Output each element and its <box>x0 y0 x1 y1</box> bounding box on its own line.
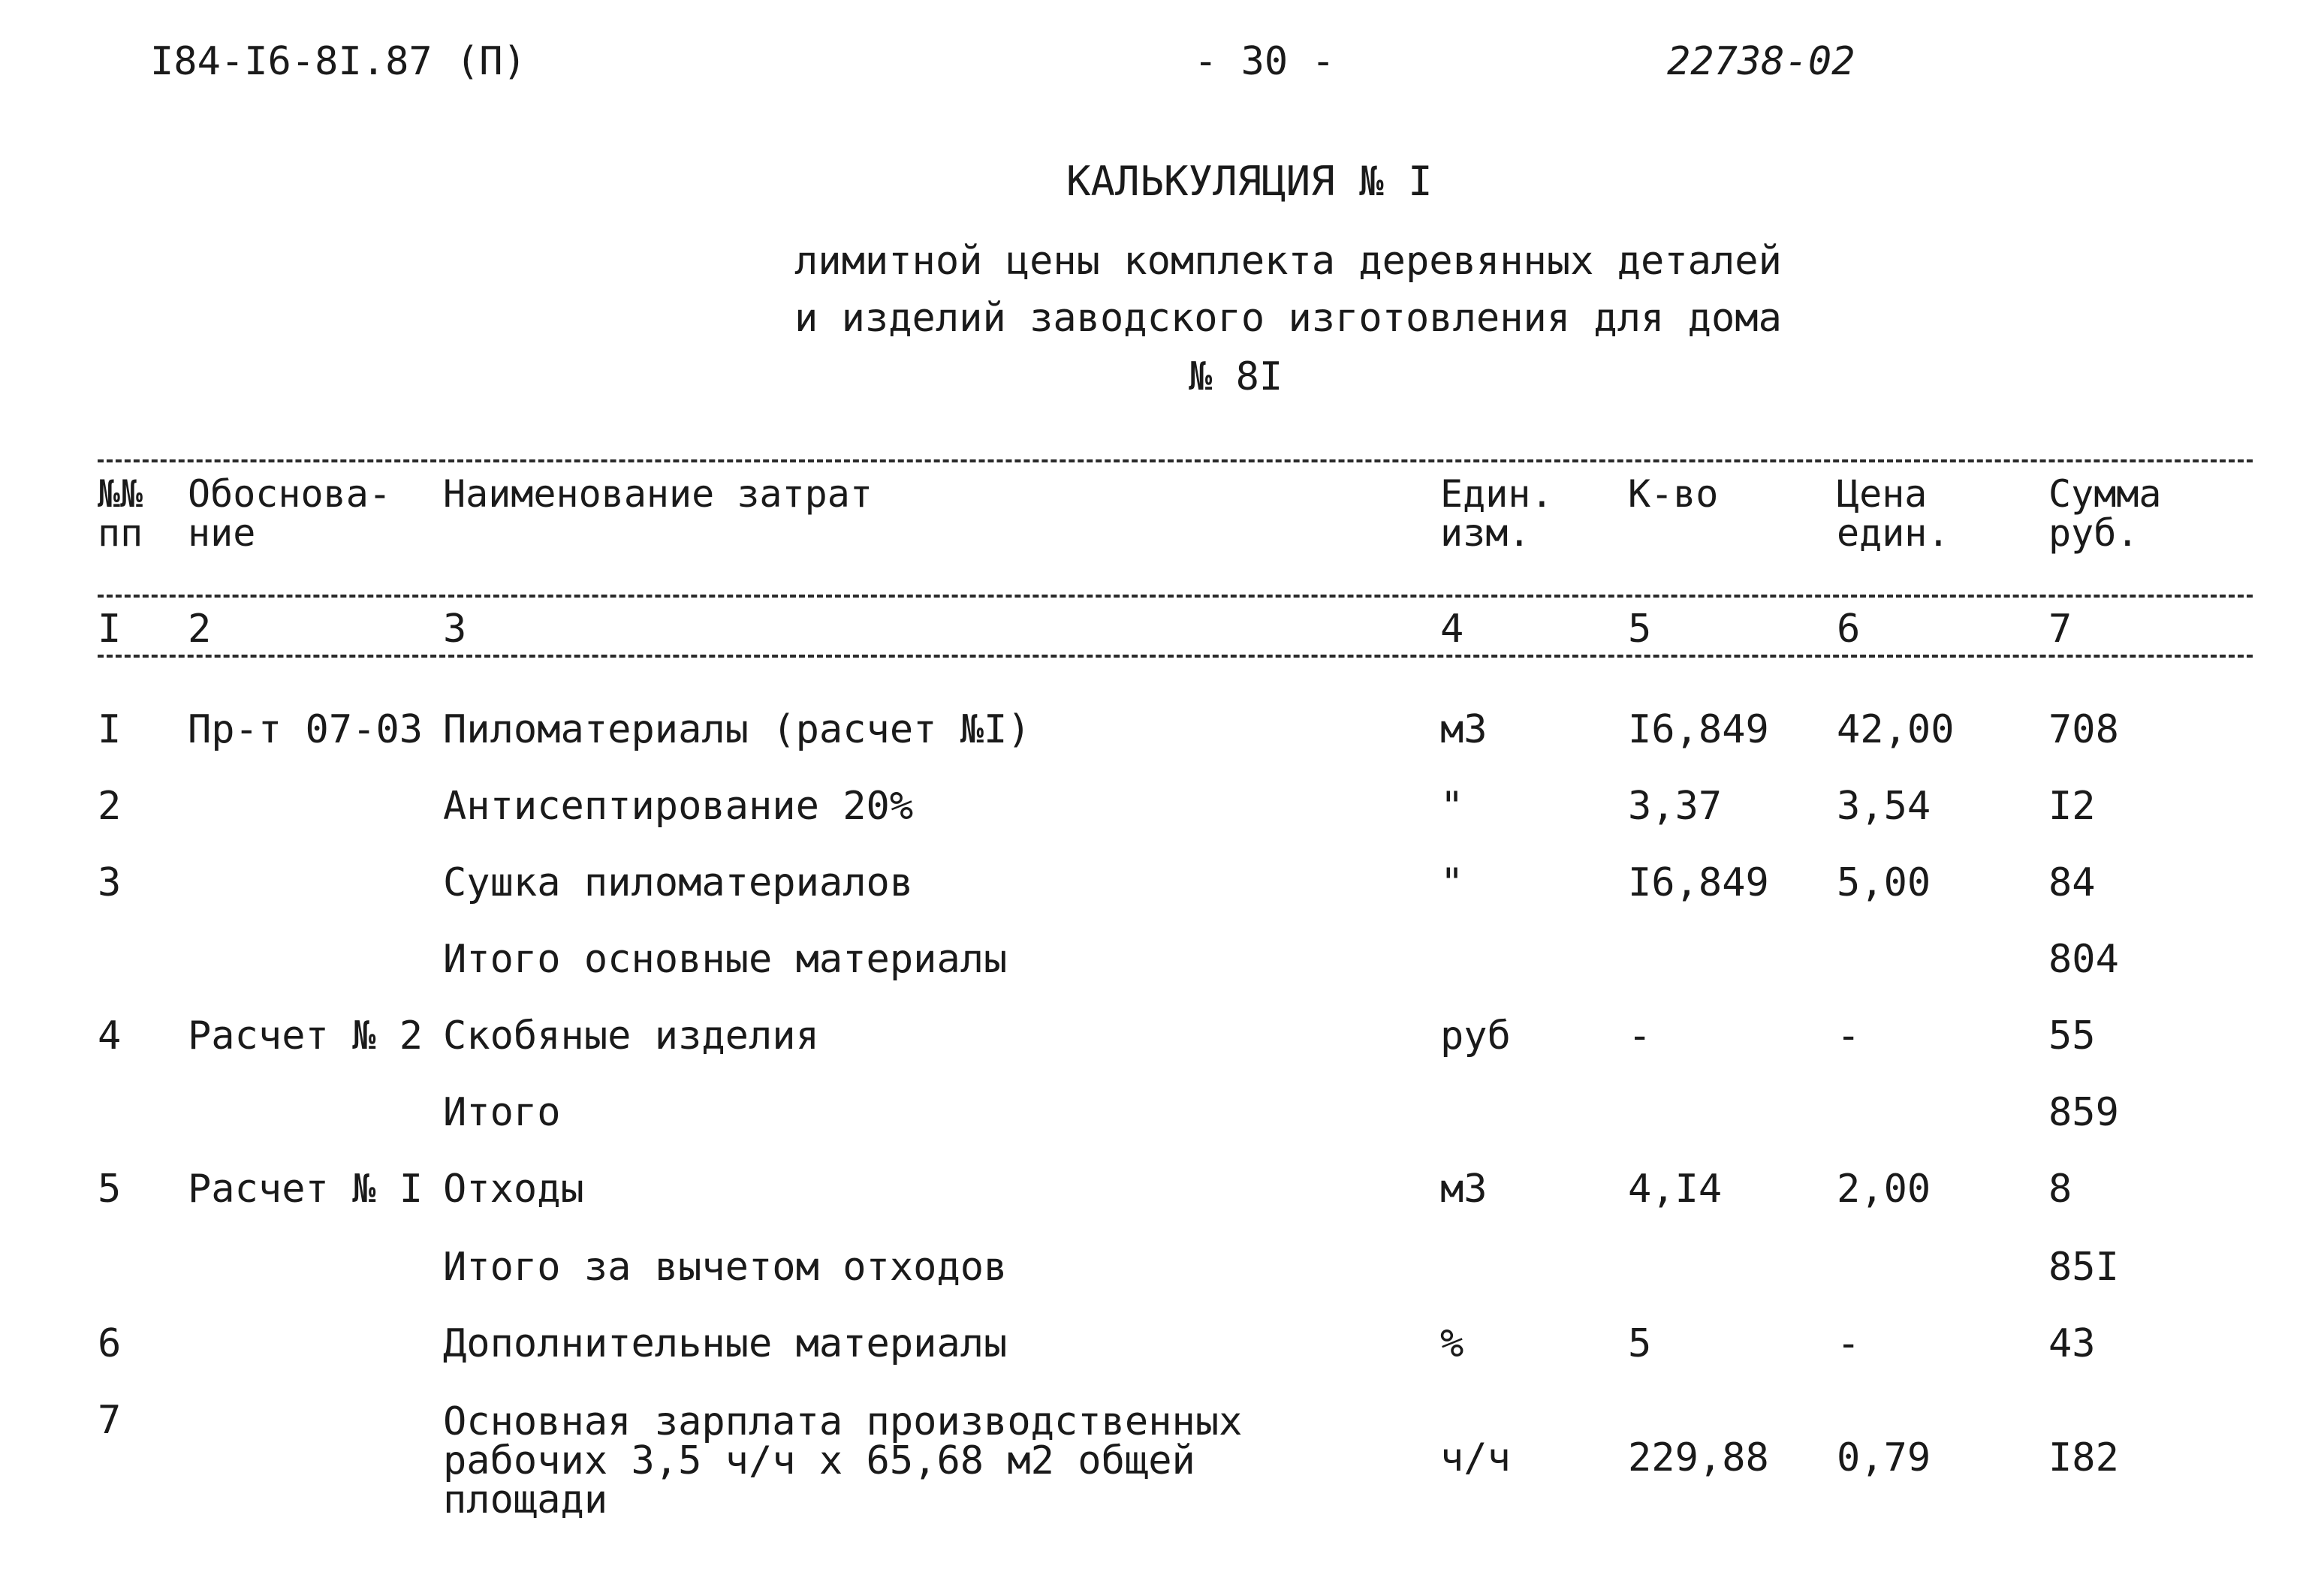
col-header-basis-line2: ние <box>188 511 256 555</box>
row-subtotal-main-name: Итого основные материалы <box>443 937 1008 982</box>
row-2-no: 2 <box>98 784 122 829</box>
column-number-2: 2 <box>188 607 212 652</box>
row-4-name: Скобяные изделия <box>443 1013 819 1058</box>
row-3-no: 3 <box>98 860 122 905</box>
col-header-qty-line1: К-во <box>1628 472 1719 516</box>
row-3-unit: " <box>1440 860 1464 905</box>
row-6-price: - <box>1837 1321 1861 1366</box>
row-net-total-sum: 85I <box>2048 1245 2119 1290</box>
row-3-qty: I6,849 <box>1628 860 1769 905</box>
row-4-price: - <box>1837 1013 1861 1058</box>
col-header-no-line2: пп <box>98 511 143 555</box>
row-1-qty: I6,849 <box>1628 707 1769 752</box>
row-3-name: Сушка пиломатериалов <box>443 860 914 905</box>
row-1-unit: м3 <box>1440 707 1488 752</box>
row-5-name: Отходы <box>443 1167 584 1212</box>
row-5-sum: 8 <box>2048 1167 2072 1212</box>
column-number-4: 4 <box>1440 607 1464 652</box>
row-2-sum: I2 <box>2048 784 2096 829</box>
col-header-price-line1: Цена <box>1837 472 1928 516</box>
col-header-qty <box>1628 472 1719 516</box>
row-7-unit: ч/ч <box>1440 1435 1511 1480</box>
row-2-qty: 3,37 <box>1628 784 1723 829</box>
row-4-no: 4 <box>98 1013 122 1058</box>
row-2-unit: " <box>1440 784 1464 829</box>
row-7-sum: I82 <box>2048 1435 2119 1480</box>
row-5-basis: Расчет № I <box>188 1167 424 1212</box>
row-5-no: 5 <box>98 1167 122 1212</box>
row-4-basis: Расчет № 2 <box>188 1013 424 1058</box>
table-top-rule <box>98 459 2253 462</box>
row-1-no: I <box>98 707 122 752</box>
column-number-5: 5 <box>1628 607 1652 652</box>
row-7-price: 0,79 <box>1837 1435 1931 1480</box>
col-header-basis <box>188 474 391 553</box>
col-header-unit-line2: изм. <box>1440 511 1531 555</box>
header-rule <box>98 595 2253 598</box>
col-header-sum-line1: Сумма <box>2048 472 2162 516</box>
row-total-sum: 859 <box>2048 1090 2119 1135</box>
subtitle-line-1: лимитной цены комплекта деревянных деталей <box>794 239 1782 284</box>
col-header-sum <box>2048 474 2162 553</box>
row-6-no: 6 <box>98 1321 122 1366</box>
page-number: - 30 - <box>1194 39 1335 84</box>
column-number-7: 7 <box>2048 607 2072 652</box>
column-number-1: I <box>98 607 122 652</box>
row-5-price: 2,00 <box>1837 1167 1931 1212</box>
col-header-sum-line2: руб. <box>2048 511 2139 555</box>
document-code: I84-I6-8I.87 (П) <box>150 39 526 84</box>
row-net-total-name: Итого за вычетом отходов <box>443 1245 1008 1290</box>
col-header-basis-line1: Обоснова- <box>188 472 391 516</box>
row-1-name: Пиломатериалы (расчет №I) <box>443 707 1031 752</box>
row-3-price: 5,00 <box>1837 860 1931 905</box>
row-2-price: 3,54 <box>1837 784 1931 829</box>
row-3-sum: 84 <box>2048 860 2096 905</box>
row-5-qty: 4,I4 <box>1628 1167 1723 1212</box>
col-header-no <box>98 474 143 553</box>
col-header-unit <box>1440 474 1554 553</box>
inventory-number: 22738-02 <box>1667 39 1855 84</box>
col-header-name-line1: Наименование затрат <box>443 472 873 516</box>
row-7-name: Основная зарплата производственных рабочих 3,5 ч/ч х 65,68 м2 общей площади <box>443 1399 1243 1522</box>
row-6-name: Дополнительные материалы <box>443 1321 1008 1366</box>
column-number-rule <box>98 655 2253 658</box>
page-title: КАЛЬКУЛЯЦИЯ № I <box>1066 158 1433 205</box>
row-5-unit: м3 <box>1440 1167 1488 1212</box>
row-6-unit: % <box>1440 1321 1464 1366</box>
col-header-no-line1: №№ <box>98 472 143 516</box>
row-4-qty: - <box>1628 1013 1652 1058</box>
column-number-6: 6 <box>1837 607 1861 652</box>
row-4-sum: 55 <box>2048 1013 2096 1058</box>
column-number-3: 3 <box>443 607 467 652</box>
row-1-sum: 708 <box>2048 707 2119 752</box>
row-7-no: 7 <box>98 1398 122 1443</box>
row-2-name: Антисептирование 20% <box>443 784 914 829</box>
col-header-price-line2: един. <box>1837 511 1950 555</box>
col-header-unit-line1: Един. <box>1440 472 1554 516</box>
row-subtotal-main-sum: 804 <box>2048 937 2119 982</box>
row-4-unit: руб <box>1440 1013 1511 1058</box>
row-6-sum: 43 <box>2048 1321 2096 1366</box>
col-header-price <box>1837 474 1950 553</box>
col-header-name <box>443 472 873 516</box>
subtitle-line-3: № 8I <box>1189 354 1283 399</box>
row-6-qty: 5 <box>1628 1321 1652 1366</box>
row-7-qty: 229,88 <box>1628 1435 1769 1480</box>
row-1-price: 42,00 <box>1837 707 1955 752</box>
row-1-basis: Пр-т 07-03 <box>188 707 424 752</box>
row-total-name: Итого <box>443 1090 561 1135</box>
subtitle-line-2: и изделий заводского изготовления для дома <box>794 296 1782 341</box>
